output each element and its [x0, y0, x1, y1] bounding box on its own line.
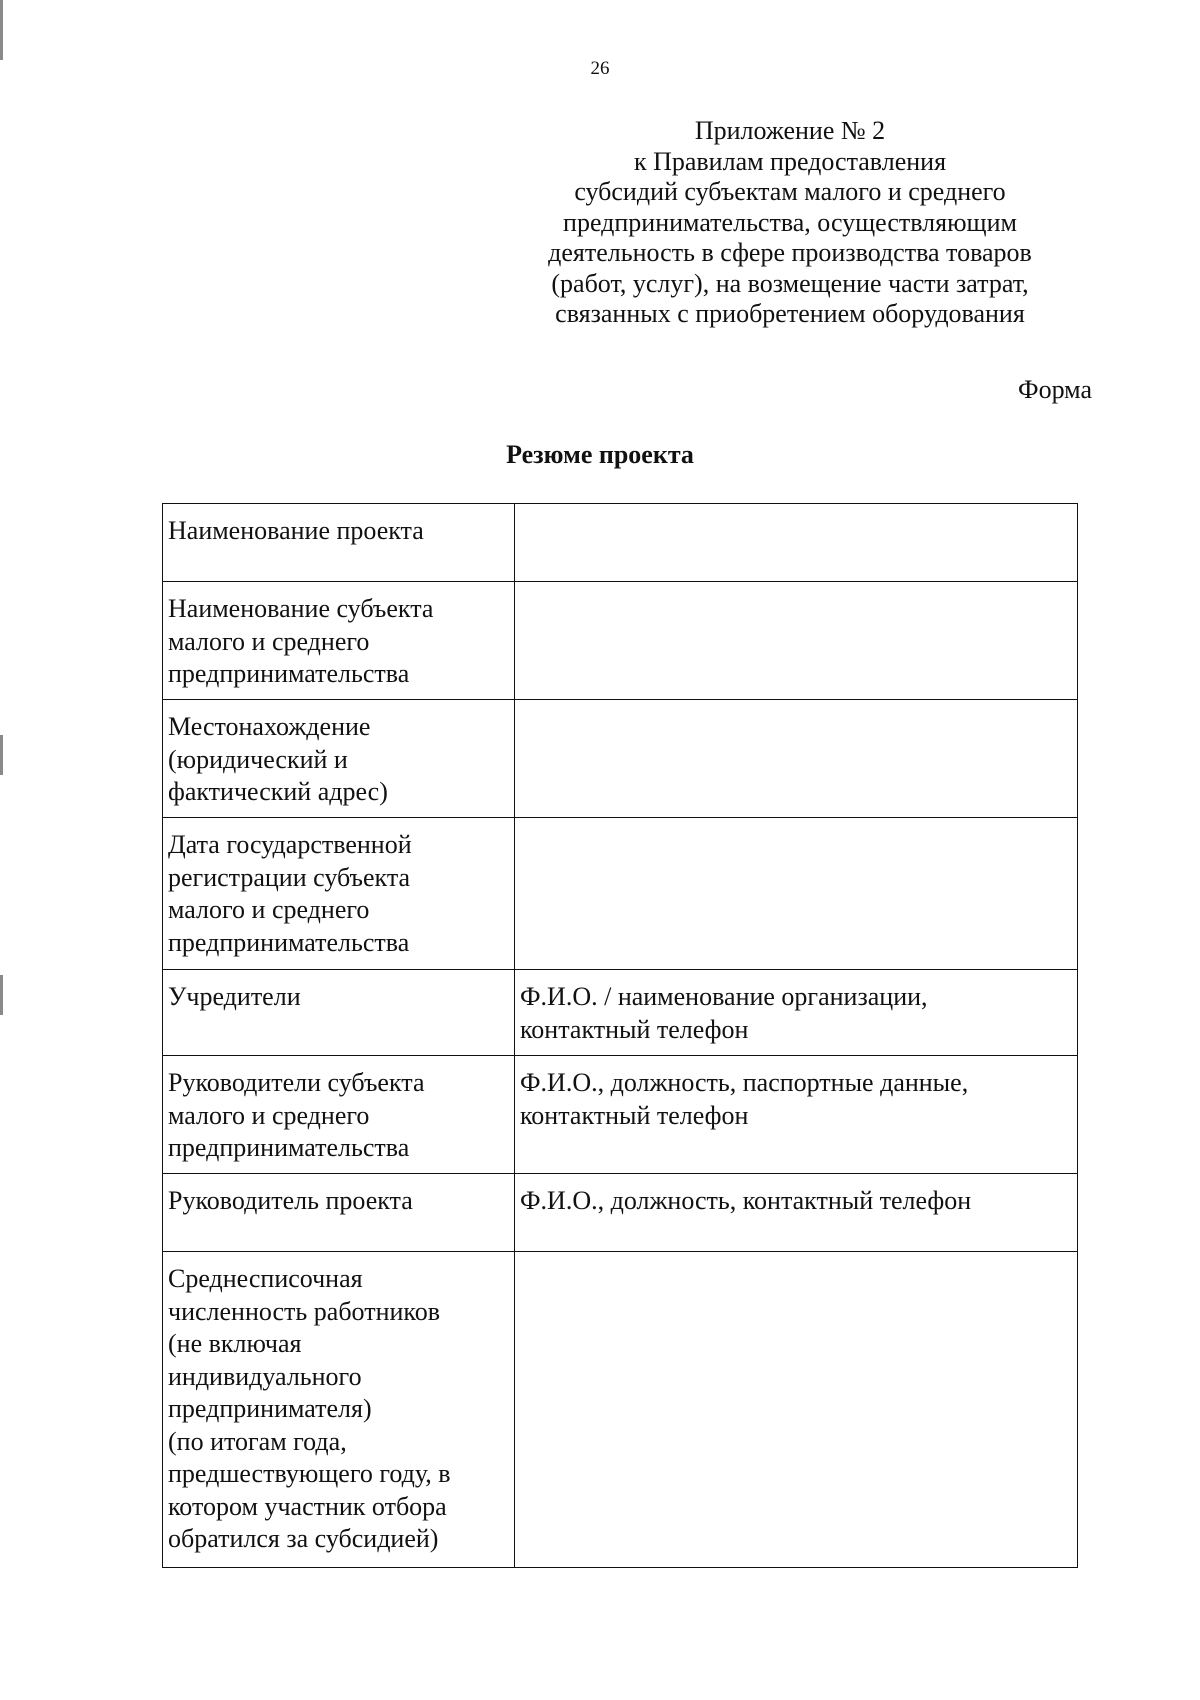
table-row [163, 504, 1078, 582]
table-row [163, 1252, 1078, 1568]
row-value [515, 1056, 1078, 1174]
scan-edge-mark [0, 0, 3, 60]
appendix-line: Приложение № 2 [694, 116, 886, 145]
value-line: Ф.И.О., должность, паспортные данные, [520, 1068, 969, 1097]
label-line: малого и среднего [168, 895, 370, 924]
row-label [163, 700, 515, 818]
row-value [515, 700, 1078, 818]
label-line: (юридический и [168, 744, 348, 774]
row-label [163, 1252, 515, 1568]
appendix-header [440, 116, 1140, 330]
appendix-line: связанных с приобретением оборудования [555, 299, 1025, 328]
row-value [515, 504, 1078, 582]
row-value [515, 1252, 1078, 1568]
scan-edge-mark [0, 735, 3, 775]
label-line: Руководитель проекта [168, 1186, 413, 1215]
label-line: предпринимательства [168, 1133, 410, 1162]
row-label [163, 970, 515, 1056]
appendix-line: деятельность в сфере производства товаров [548, 238, 1032, 267]
label-line: Руководители субъекта [168, 1068, 425, 1097]
label-line: предшествующего году, в [168, 1459, 451, 1488]
scan-edge-mark [0, 975, 3, 1015]
value-line: контактный телефон [520, 1014, 749, 1044]
label-line: Наименование субъекта [168, 594, 434, 623]
label-line: Среднесписочная [168, 1264, 363, 1293]
appendix-line: предпринимательства, осуществляющим [563, 207, 1017, 237]
label-line: Дата государственной [168, 830, 412, 859]
label-line: Наименование проекта [168, 516, 424, 545]
label-line: предпринимателя) [168, 1394, 372, 1423]
value-line: Ф.И.О., должность, контактный телефон [520, 1186, 972, 1215]
value-line: Ф.И.О. / наименование организации, [520, 982, 928, 1011]
table-row [163, 1056, 1078, 1174]
label-line: регистрации субъекта [168, 862, 411, 892]
row-value [515, 970, 1078, 1056]
form-label: Форма [1018, 375, 1092, 404]
label-line: индивидуального [168, 1361, 362, 1391]
label-line: (по итогам года, [168, 1426, 347, 1456]
label-line: численность работников [168, 1296, 440, 1326]
label-line: обратился за субсидией) [168, 1524, 439, 1553]
row-value [515, 818, 1078, 970]
document-title: Резюме проекта [506, 440, 694, 469]
label-line: Учредители [168, 982, 301, 1011]
appendix-line: субсидий субъектам малого и среднего [574, 177, 1006, 206]
appendix-line: к Правилам предоставления [633, 146, 947, 176]
row-value [515, 1174, 1078, 1252]
appendix-line: (работ, услуг), на возмещение части затрат, [551, 268, 1029, 298]
row-label [163, 582, 515, 700]
label-line: предпринимательства [168, 659, 410, 688]
value-line: контактный телефон [520, 1100, 749, 1130]
row-label [163, 1056, 515, 1174]
label-line: Местонахождение [168, 712, 371, 741]
table-row [163, 582, 1078, 700]
table-row [163, 818, 1078, 970]
label-line: малого и среднего [168, 626, 370, 656]
table-row [163, 970, 1078, 1056]
row-label [163, 1174, 515, 1252]
label-line: фактический адрес) [168, 777, 388, 806]
row-label [163, 818, 515, 970]
row-value [515, 582, 1078, 700]
page-number: 26 [590, 58, 610, 79]
project-summary-table [162, 503, 1078, 1568]
table-row [163, 700, 1078, 818]
label-line: предпринимательства [168, 927, 410, 957]
label-line: малого и среднего [168, 1100, 370, 1130]
row-label [163, 504, 515, 582]
label-line: котором участник отбора [168, 1491, 447, 1521]
label-line: (не включая [168, 1329, 302, 1358]
table-row [163, 1174, 1078, 1252]
